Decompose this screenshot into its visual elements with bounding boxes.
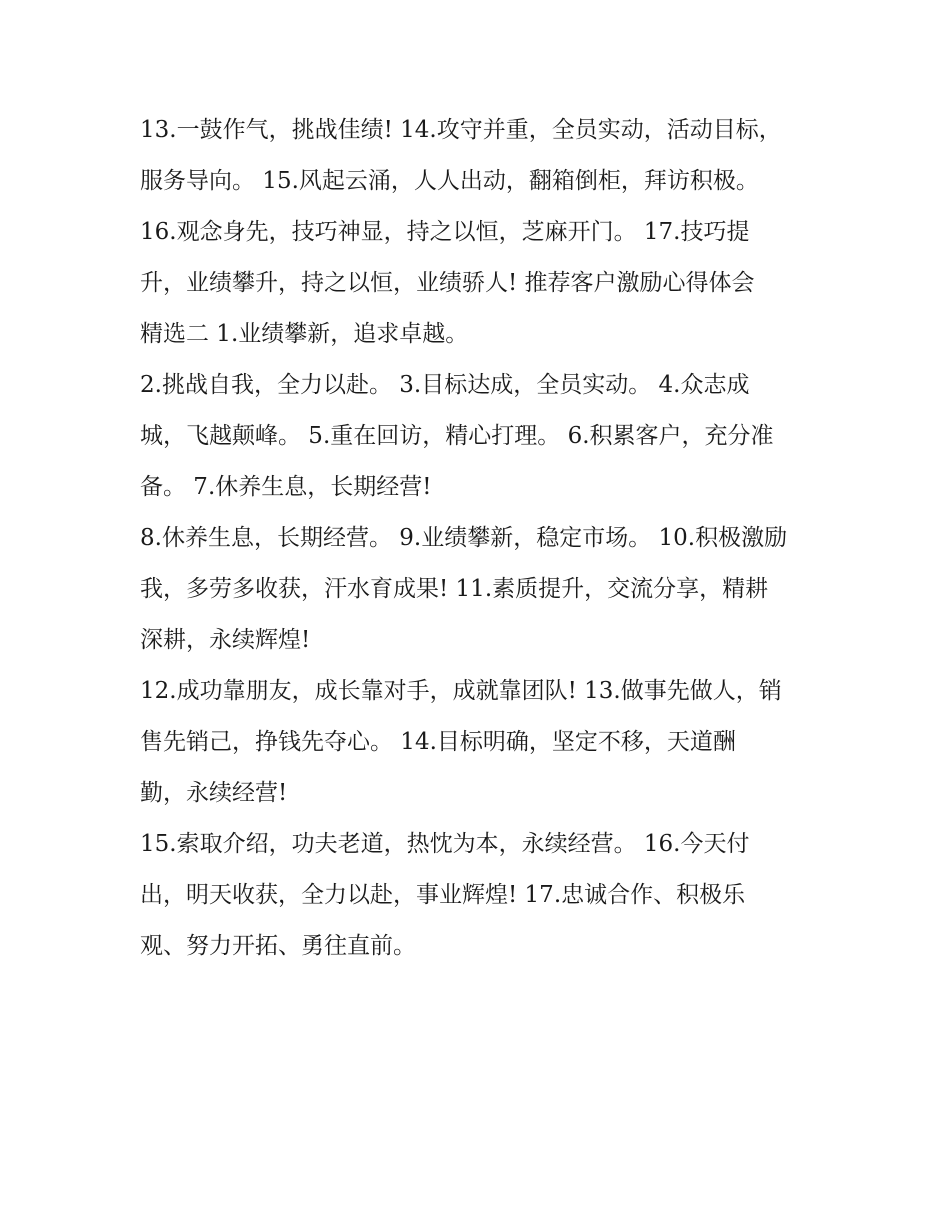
text-line: 我，多劳多收获，汗水育成果! 11.素质提升，交流分享，精耕	[140, 576, 769, 602]
text-line: 12.成功靠朋友，成长靠对手，成就靠团队! 13.做事先做人，销	[140, 678, 782, 704]
text-line: 13.一鼓作气，挑战佳绩! 14.攻守并重，全员实动，活动目标，	[140, 117, 782, 143]
text-line: 2.挑战自我，全力以赴。 3.目标达成，全员实动。 4.众志成	[140, 372, 750, 398]
text-line: 16.观念身先，技巧神显，持之以恒，芝麻开门。 17.技巧提	[140, 219, 750, 245]
text-line: 深耕，永续辉煌!	[140, 627, 311, 653]
text-line: 服务导向。 15.风起云涌，人人出动，翻箱倒柜，拜访积极。	[140, 168, 759, 194]
text-line: 15.索取介绍，功夫老道，热忱为本，永续经营。 16.今天付	[140, 831, 750, 857]
text-line: 城，飞越颠峰。 5.重在回访，精心打理。 6.积累客户，充分准	[140, 423, 774, 449]
text-line: 精选二 1.业绩攀新，追求卓越。	[140, 321, 469, 347]
text-line: 观、努力开拓、勇往直前。	[140, 933, 416, 959]
text-line: 升，业绩攀升，持之以恒，业绩骄人! 推荐客户激励心得体会	[140, 270, 755, 296]
text-line: 备。 7.休养生息，长期经营!	[140, 474, 432, 500]
document-body	[140, 105, 830, 972]
text-line: 勤，永续经营!	[140, 780, 288, 806]
text-line: 8.休养生息，长期经营。 9.业绩攀新，稳定市场。 10.积极激励	[140, 525, 788, 551]
text-line: 售先销己，挣钱先夺心。 14.目标明确，坚定不移，天道酬	[140, 729, 736, 755]
text-line: 出，明天收获，全力以赴，事业辉煌! 17.忠诚合作、积极乐	[140, 882, 746, 908]
